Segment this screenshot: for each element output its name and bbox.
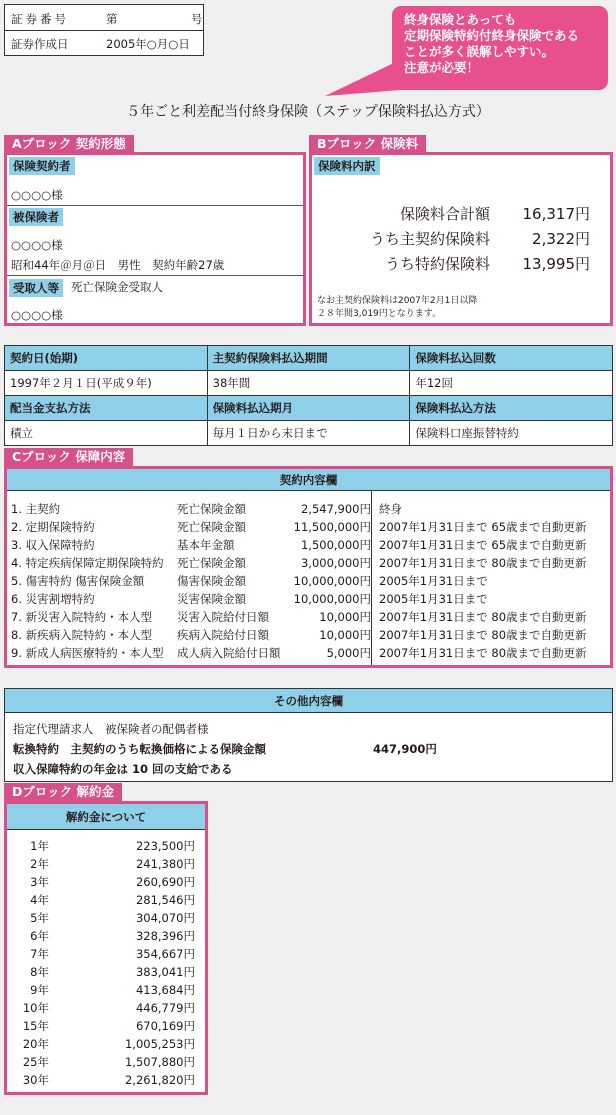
coverage-type: 災害入院給付日額 bbox=[177, 610, 269, 624]
premium-note-2: ２８年間3,019円となります。 bbox=[317, 309, 442, 319]
certificate-number-label: 証券番号 bbox=[11, 12, 69, 26]
certificate-number-line bbox=[11, 11, 203, 27]
list-item bbox=[7, 946, 205, 963]
surrender-value: 281,546円 bbox=[135, 893, 195, 907]
coverage-name: 7. 新災害入院特約・本人型 bbox=[11, 610, 153, 624]
premium-rider-value: 13,995円 bbox=[522, 255, 590, 273]
surrender-year: 3年 bbox=[30, 875, 49, 889]
premium-breakdown-label: 保険料内訳 bbox=[314, 157, 380, 175]
surrender-value: 241,380円 bbox=[135, 857, 195, 871]
table-header-cell: 保険料払込回数 bbox=[410, 346, 613, 371]
surrender-year: 30年 bbox=[22, 1073, 49, 1087]
list-item bbox=[7, 928, 205, 945]
premium-total-value: 16,317円 bbox=[522, 205, 590, 223]
coverage-type: 死亡保険金額 bbox=[177, 520, 246, 534]
surrender-year: 6年 bbox=[30, 929, 49, 943]
block-d-surrender bbox=[4, 801, 208, 1095]
coverage-amount: 10,000,000円 bbox=[293, 574, 371, 588]
table-cell: 1997年２月１日(平成９年) bbox=[5, 371, 208, 396]
callout-line-2: 定期保険特約付終身保険である bbox=[404, 28, 580, 43]
certificate-number-dai: 第 bbox=[106, 12, 118, 26]
other-details-header: その他内容欄 bbox=[5, 689, 612, 713]
beneficiary-name: ○○○○様 bbox=[11, 308, 63, 322]
policyholder-name: ○○○○様 bbox=[11, 188, 63, 202]
list-item bbox=[7, 644, 587, 662]
list-item bbox=[7, 1000, 205, 1017]
table-row bbox=[5, 346, 613, 371]
insured-label: 被保険者 bbox=[9, 208, 63, 226]
list-item bbox=[7, 1036, 205, 1053]
block-b-label: Bブロック 保険料 bbox=[309, 135, 426, 153]
table-header-cell: 契約日(始期) bbox=[5, 346, 208, 371]
surrender-header: 解約金について bbox=[7, 804, 205, 830]
premium-main-line bbox=[370, 228, 590, 249]
certificate-divider bbox=[5, 30, 203, 31]
list-item bbox=[7, 500, 402, 518]
callout-line-1: 終身保険とあっても bbox=[404, 12, 517, 27]
policyholder-label: 保険契約者 bbox=[9, 157, 75, 175]
coverage-type: 基本年金額 bbox=[177, 538, 235, 552]
document-title: ５年ごと利差配当付終身保険（ステップ保険料払込方式） bbox=[126, 104, 490, 120]
surrender-value: 2,261,820円 bbox=[124, 1073, 195, 1087]
block-a-contract bbox=[4, 152, 306, 326]
list-item bbox=[7, 536, 587, 554]
list-item bbox=[7, 1018, 205, 1035]
block-d-label: Dブロック 解約金 bbox=[4, 783, 122, 801]
income-rider-note: 収入保障特約の年金は 10 回の支給である bbox=[13, 762, 233, 776]
conversion-rider-value: 447,900円 bbox=[373, 742, 437, 756]
coverage-amount: 10,000円 bbox=[319, 628, 371, 642]
coverage-header: 契約内容欄 bbox=[7, 469, 610, 491]
table-row bbox=[5, 421, 613, 446]
coverage-term: 2007年1月31日まで 65歳まで自動更新 bbox=[379, 520, 587, 534]
coverage-name: 2. 定期保険特約 bbox=[11, 520, 95, 534]
premium-main-value: 2,322円 bbox=[532, 230, 590, 248]
surrender-value: 328,396円 bbox=[135, 929, 195, 943]
premium-note-1: なお主契約保険料は2007年2月1日以降 bbox=[317, 296, 478, 306]
surrender-year: 20年 bbox=[22, 1037, 49, 1051]
surrender-year: 10年 bbox=[22, 1001, 49, 1015]
surrender-year: 25年 bbox=[22, 1055, 49, 1069]
table-header-cell: 配当金支払方法 bbox=[5, 396, 208, 421]
coverage-type: 傷害保険金額 bbox=[177, 574, 246, 588]
coverage-type: 成人病入院給付日額 bbox=[177, 646, 281, 660]
coverage-type: 死亡保険金額 bbox=[177, 502, 246, 516]
table-cell: 保険料口座振替特約 bbox=[410, 421, 613, 446]
coverage-amount: 3,000,000円 bbox=[300, 556, 371, 570]
coverage-term: 2007年1月31日まで 80歳まで自動更新 bbox=[379, 646, 587, 660]
a-divider bbox=[7, 205, 303, 206]
coverage-amount: 1,500,000円 bbox=[300, 538, 371, 552]
surrender-value: 446,779円 bbox=[135, 1001, 195, 1015]
coverage-term: 2005年1月31日まで bbox=[379, 574, 488, 588]
conversion-rider-label: 転換特約 主契約のうち転換価格による保険金額 bbox=[13, 742, 266, 756]
coverage-term: 2007年1月31日まで 80歳まで自動更新 bbox=[379, 610, 587, 624]
coverage-term: 2007年1月31日まで 80歳まで自動更新 bbox=[379, 556, 587, 570]
coverage-name: 3. 収入保障特約 bbox=[11, 538, 95, 552]
surrender-year: 2年 bbox=[30, 857, 49, 871]
table-row bbox=[5, 371, 613, 396]
list-item bbox=[7, 518, 587, 536]
coverage-name: 1. 主契約 bbox=[11, 502, 61, 516]
coverage-type: 災害保険金額 bbox=[177, 592, 246, 606]
surrender-year: 7年 bbox=[30, 947, 49, 961]
coverage-term: 2005年1月31日まで bbox=[379, 592, 488, 606]
list-item bbox=[7, 838, 205, 855]
block-c-coverage bbox=[4, 466, 613, 668]
coverage-type: 死亡保険金額 bbox=[177, 556, 246, 570]
coverage-term: 2007年1月31日まで 65歳まで自動更新 bbox=[379, 538, 587, 552]
beneficiary-label: 受取人等 bbox=[9, 279, 63, 297]
coverage-term: 2007年1月31日まで 80歳まで自動更新 bbox=[379, 628, 587, 642]
table-header-cell: 保険料払込方法 bbox=[410, 396, 613, 421]
coverage-amount: 2,547,900円 bbox=[300, 502, 371, 516]
table-cell: 年12回 bbox=[410, 371, 613, 396]
premium-main-label: うち主契約保険料 bbox=[369, 230, 490, 248]
surrender-value: 383,041円 bbox=[135, 965, 195, 979]
premium-rider-label: うち特約保険料 bbox=[384, 255, 490, 273]
certificate-number-go: 号 bbox=[191, 12, 203, 26]
coverage-name: 6. 災害割増特約 bbox=[11, 592, 95, 606]
block-c-label: Cブロック 保障内容 bbox=[4, 448, 133, 466]
list-item bbox=[7, 626, 587, 644]
designated-proxy: 指定代理請求人 被保険者の配偶者様 bbox=[13, 722, 209, 736]
premium-total-label: 保険料合計額 bbox=[399, 205, 490, 223]
coverage-amount: 11,500,000円 bbox=[293, 520, 371, 534]
coverage-type: 疾病入院給付日額 bbox=[177, 628, 269, 642]
coverage-name: 5. 傷害特約 傷害保険金額 bbox=[11, 574, 145, 588]
insured-name: ○○○○様 bbox=[11, 238, 63, 252]
list-item bbox=[7, 1072, 205, 1089]
list-item bbox=[7, 572, 488, 590]
coverage-name: 9. 新成人病医療特約・本人型 bbox=[11, 646, 164, 660]
block-b-premium bbox=[309, 152, 613, 326]
table-cell: 毎月１日から末日まで bbox=[207, 421, 410, 446]
table-header-cell: 主契約保険料払込期間 bbox=[207, 346, 410, 371]
block-a-label: Aブロック 契約形態 bbox=[4, 135, 134, 153]
a-divider bbox=[7, 275, 303, 276]
coverage-amount: 10,000円 bbox=[319, 610, 371, 624]
surrender-year: 15年 bbox=[22, 1019, 49, 1033]
surrender-value: 1,507,880円 bbox=[124, 1055, 195, 1069]
certificate-box bbox=[4, 4, 204, 56]
callout-line-3: ことが多く誤解しやすい。 bbox=[404, 44, 555, 59]
callout-line-4: 注意が必要！ bbox=[404, 60, 480, 75]
premium-rider-line bbox=[385, 253, 590, 274]
surrender-value: 354,667円 bbox=[135, 947, 195, 961]
certificate-date-line bbox=[11, 36, 190, 52]
surrender-year: 9年 bbox=[30, 983, 49, 997]
premium-total-line bbox=[400, 203, 590, 224]
list-item bbox=[7, 856, 205, 873]
coverage-name: 8. 新疾病入院特約・本人型 bbox=[11, 628, 153, 642]
surrender-year: 1年 bbox=[30, 839, 49, 853]
warning-callout bbox=[392, 6, 608, 90]
list-item bbox=[7, 910, 205, 927]
coverage-amount: 5,000円 bbox=[326, 646, 371, 660]
surrender-value: 670,169円 bbox=[135, 1019, 195, 1033]
surrender-year: 8年 bbox=[30, 965, 49, 979]
certificate-date-value: 2005年○月○日 bbox=[106, 37, 190, 51]
surrender-year: 4年 bbox=[30, 893, 49, 907]
list-item bbox=[7, 590, 488, 608]
surrender-value: 1,005,253円 bbox=[124, 1037, 195, 1051]
contract-info-table bbox=[4, 345, 613, 446]
list-item bbox=[7, 982, 205, 999]
surrender-value: 413,684円 bbox=[135, 983, 195, 997]
list-item bbox=[7, 554, 587, 572]
surrender-value: 304,070円 bbox=[135, 911, 195, 925]
insured-detail: 昭和44年＠月＠日 男性 契約年齢27歳 bbox=[11, 258, 225, 272]
table-cell: 積立 bbox=[5, 421, 208, 446]
coverage-term: 終身 bbox=[379, 502, 402, 516]
list-item bbox=[7, 1054, 205, 1071]
list-item bbox=[7, 608, 587, 626]
list-item bbox=[7, 874, 205, 891]
list-item bbox=[7, 892, 205, 909]
coverage-amount: 10,000,000円 bbox=[293, 592, 371, 606]
certificate-date-label: 証券作成日 bbox=[11, 37, 69, 51]
other-details-box bbox=[4, 688, 613, 782]
beneficiary-type: 死亡保険金受取人 bbox=[71, 280, 163, 294]
surrender-value: 223,500円 bbox=[135, 839, 195, 853]
surrender-year: 5年 bbox=[30, 911, 49, 925]
table-header-cell: 保険料払込期月 bbox=[207, 396, 410, 421]
coverage-name: 4. 特定疾病保障定期保険特約 bbox=[11, 556, 164, 570]
surrender-value: 260,690円 bbox=[135, 875, 195, 889]
table-row bbox=[5, 396, 613, 421]
list-item bbox=[7, 964, 205, 981]
table-cell: 38年間 bbox=[207, 371, 410, 396]
